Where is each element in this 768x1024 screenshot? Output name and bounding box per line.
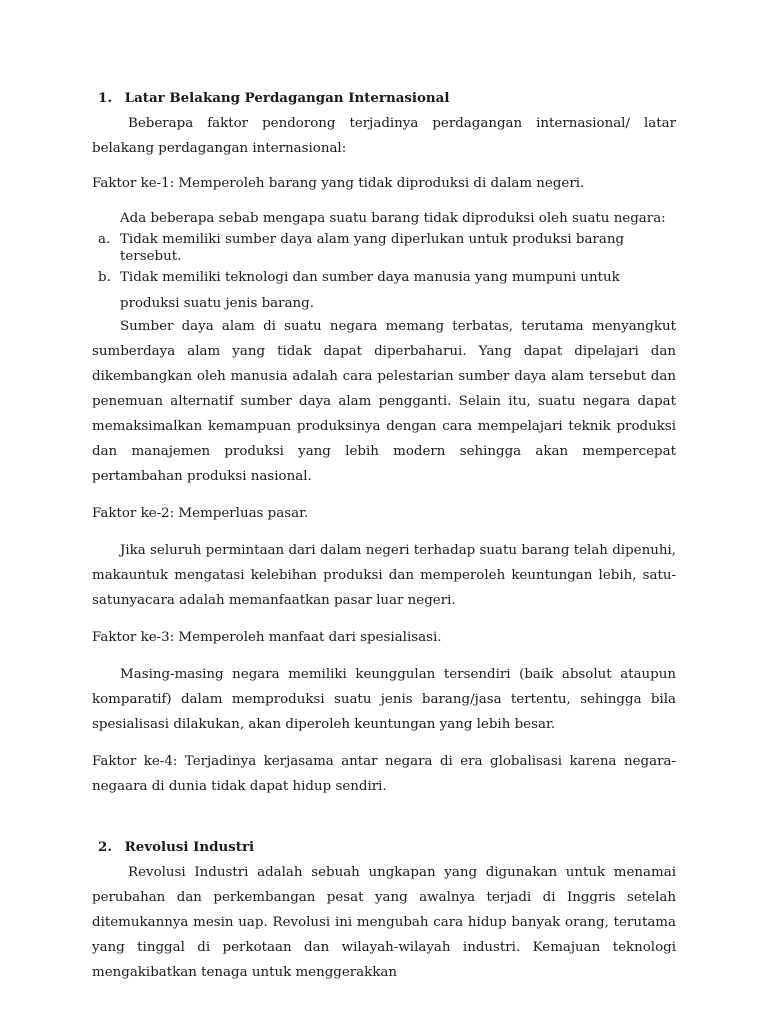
list-item-text: Tidak memiliki teknologi dan sumber daya manusia yang mumpuni untuk produksi suatu jenis barang. [120, 270, 620, 311]
factor-3-heading: Faktor ke-3: Memperoleh manfaat dari spesialisasi. [92, 630, 442, 645]
section-1-number: 1. [98, 90, 112, 106]
section-2-number: 2. [98, 839, 112, 855]
list-item [92, 265, 676, 317]
section-1-heading [92, 86, 676, 111]
factor-1-lead: Ada beberapa sebab mengapa suatu barang tidak diproduksi oleh suatu negara: [120, 211, 666, 226]
list-item [92, 231, 676, 265]
factor-2-heading: Faktor ke-2: Memperluas pasar. [92, 506, 309, 521]
list-marker: b. [98, 270, 111, 285]
section-2-title: Revolusi Industri [124, 839, 255, 855]
natural-resources-paragraph: Sumber daya alam di suatu negara memang terbatas, terutama menyangkut sumberdaya alam yang tidak dapat diperbaharui. Yang dapat dipelajari dan dikembangkan oleh manusia adalah cara pelestarian sumber daya alam tersebut dan penemuan alternatif sumber daya alam pengganti. Selain itu, suatu negara dapat memaksimalkan kemampuan produksinya dengan cara mempelajari teknik produksi dan manajemen produksi yang lebih modern sehingga akan mempercepat pertambahan produksi nasional. [92, 319, 676, 484]
factor-1-heading: Faktor ke-1: Memperoleh barang yang tidak diproduksi di dalam negeri. [92, 176, 585, 191]
section-1-title: Latar Belakang Perdagangan Internasional [124, 90, 450, 106]
document-page [92, 86, 676, 985]
section-2-heading [92, 835, 676, 860]
list-item-text: Tidak memiliki sumber daya alam yang diperlukan untuk produksi barang tersebut. [120, 232, 625, 264]
factor-3-paragraph: Masing-masing negara memiliki keunggulan tersendiri (baik absolut ataupun komparatif) dalam memproduksi suatu jenis barang/jasa tertentu, sehingga bila spesialisasi dilakukan, akan diperoleh keuntungan yang lebih besar. [92, 667, 676, 732]
factor-4-paragraph: Faktor ke-4: Terjadinya kerjasama antar negara di era globalisasi karena negara-negaara di dunia tidak dapat hidup sendiri. [92, 754, 676, 794]
section-2-paragraph: Revolusi Industri adalah sebuah ungkapan yang digunakan untuk menamai perubahan dan perkembangan pesat yang awalnya terjadi di Inggris setelah ditemukannya mesin uap. Revolusi ini mengubah cara hidup banyak orang, terutama yang tinggal di perkotaan dan wilayah-wilayah industri. Kemajuan teknologi mengakibatkan tenaga untuk menggerakkan [92, 865, 676, 980]
list-marker: a. [98, 232, 111, 247]
factor-2-paragraph: Jika seluruh permintaan dari dalam negeri terhadap suatu barang telah dipenuhi, makauntuk mengatasi kelebihan produksi dan memperoleh keuntungan lebih, satu-satunyacara adalah memanfaatkan pasar luar negeri. [92, 543, 676, 608]
section-1-intro: Beberapa faktor pendorong terjadinya perdagangan internasional/ latar belakang perdagangan internasional: [92, 116, 676, 156]
reason-list [92, 231, 676, 317]
